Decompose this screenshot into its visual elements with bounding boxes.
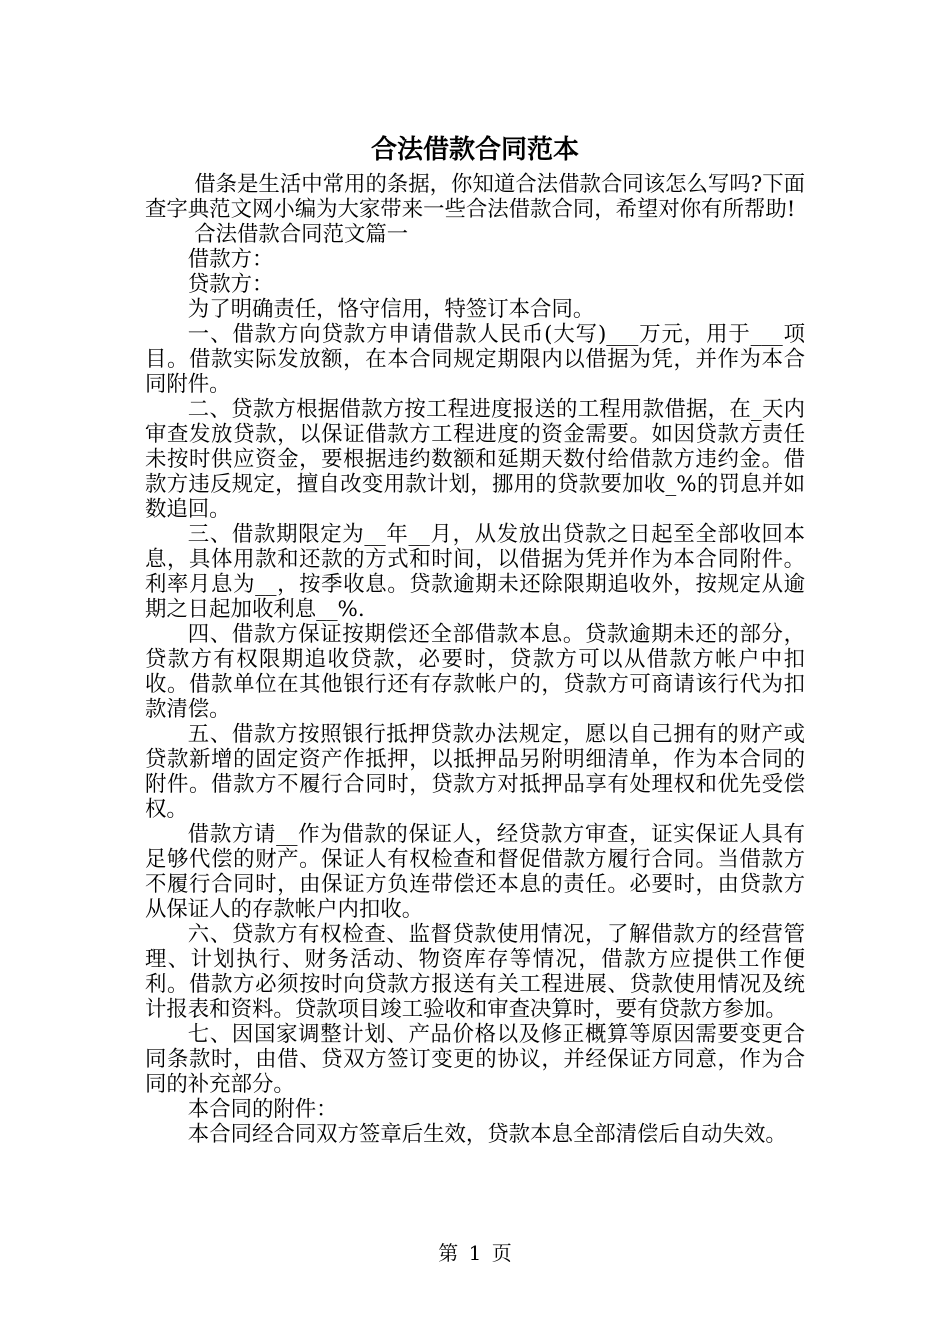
clause-1: 一、借款方向贷款方申请借款人民币(大写)___万元，用于___项目。借款实际发放额，在本合同规定期限内以借据为凭，并作为本合同附件。 [145,322,805,397]
borrower-line: 借款方： [187,247,274,272]
attachments-line: 本合同的附件： [187,1097,338,1122]
lender-line: 贷款方： [187,272,274,297]
intro-paragraph: 借条是生活中常用的条据，你知道合法借款合同该怎么写吗?下面查字典范文网小编为大家带来一些合法借款合同，希望对你有所帮助! [145,172,805,222]
clause-2: 二、贷款方根据借款方按工程进度报送的工程用款借据，在_天内审查发放贷款，以保证借款方工程进度的资金需要。如因贷款方责任未按时供应资金，要根据违约数额和延期天数付给借款方违约金。借款方违反规定，擅自改变用款计划，挪用的贷款要加收_%的罚息并如数追回。 [145,397,805,522]
effective-paragraph: 本合同经合同双方签章后生效，贷款本息全部清偿后自动失效。 [187,1122,787,1147]
page-number: 第 1 页 [438,1241,512,1265]
clause-7: 七、因国家调整计划、产品价格以及修正概算等原因需要变更合同条款时，由借、贷双方签订变更的协议，并经保证方同意，作为合同的补充部分。 [145,1022,805,1097]
document-body [145,172,805,1147]
guarantor-paragraph: 借款方请__作为借款的保证人，经贷款方审查，证实保证人具有足够代偿的财产。保证人有权检查和督促借款方履行合同。当借款方不履行合同时，由保证方负连带偿还本息的责任。必要时，由贷款方从保证人的存款帐户内扣收。 [145,822,805,922]
clause-4: 四、借款方保证按期偿还全部借款本息。贷款逾期未还的部分，贷款方有权限期追收贷款，必要时，贷款方可以从借款方帐户中扣收。借款单位在其他银行还有存款帐户的，贷款方可商请该行代为扣款清偿。 [145,622,805,722]
document-title: 合法借款合同范本 [370,135,579,165]
clause-6: 六、贷款方有权检查、监督贷款使用情况，了解借款方的经营管理、计划执行、财务活动、物资库存等情况，借款方应提供工作便利。借款方必须按时向贷款方报送有关工程进展、贷款使用情况及统计报表和资料。贷款项目竣工验收和审查决算时，要有贷款方参加。 [145,922,805,1022]
purpose-paragraph: 为了明确责任，恪守信用，特签订本合同。 [187,297,595,322]
section-heading: 合法借款合同范文篇一 [194,222,409,247]
clause-3: 三、借款期限定为__年__月，从发放出贷款之日起至全部收回本息，具体用款和还款的方式和时间，以借据为凭并作为本合同附件。利率月息为__，按季收息。贷款逾期未还除限期追收外，按规定从逾期之日起加收利息__%. [145,522,805,622]
clause-5: 五、借款方按照银行抵押贷款办法规定，愿以自己拥有的财产或贷款新增的固定资产作抵押，以抵押品另附明细清单，作为本合同的附件。借款方不履行合同时，贷款方对抵押品享有处理权和优先受偿权。 [145,722,805,822]
